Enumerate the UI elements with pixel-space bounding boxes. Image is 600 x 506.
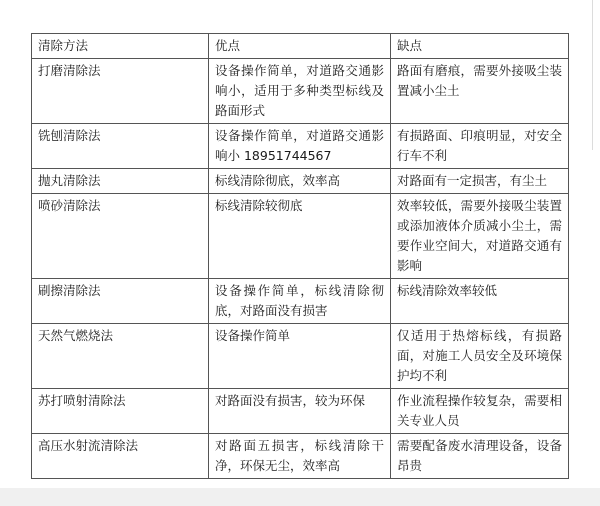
table-row xyxy=(32,324,569,389)
table-row xyxy=(32,279,569,324)
pros-cell: 标线清除彻底，效率高 xyxy=(209,169,391,194)
header-method: 清除方法 xyxy=(32,34,209,59)
method-cell: 刷擦清除法 xyxy=(32,279,209,324)
cons-cell: 路面有磨痕，需要外接吸尘装置减小尘土 xyxy=(391,59,569,124)
pros-cell: 设备操作简单，对道路交通影响小 18951744567 xyxy=(209,124,391,169)
pros-cell: 设备操作简单，对道路交通影响小，适用于多种类型标线及路面形式 xyxy=(209,59,391,124)
cons-cell: 有损路面、印痕明显，对安全行车不利 xyxy=(391,124,569,169)
cons-cell: 对路面有一定损害，有尘土 xyxy=(391,169,569,194)
viewer-bottom-band xyxy=(0,488,600,506)
pros-cell: 对路面没有损害，较为环保 xyxy=(209,389,391,434)
method-cell: 天然气燃烧法 xyxy=(32,324,209,389)
method-cell: 喷砂清除法 xyxy=(32,194,209,279)
marking-removal-methods-table xyxy=(31,33,569,479)
table-row xyxy=(32,194,569,279)
pros-cell: 标线清除较彻底 xyxy=(209,194,391,279)
cons-cell: 仅适用于热熔标线，有损路面，对施工人员安全及环境保护均不利 xyxy=(391,324,569,389)
cons-cell: 标线清除效率较低 xyxy=(391,279,569,324)
cons-cell: 效率较低，需要外接吸尘装置或添加液体介质减小尘土，需要作业空间大，对道路交通有影响 xyxy=(391,194,569,279)
table-row xyxy=(32,389,569,434)
method-cell: 铣刨清除法 xyxy=(32,124,209,169)
table-row xyxy=(32,169,569,194)
cons-cell: 作业流程操作较复杂，需要相关专业人员 xyxy=(391,389,569,434)
table-row xyxy=(32,124,569,169)
cons-cell: 需要配备废水清理设备，设备昂贵 xyxy=(391,434,569,479)
pros-cell: 对路面五损害，标线清除干净，环保无尘，效率高 xyxy=(209,434,391,479)
header-cons: 缺点 xyxy=(391,34,569,59)
table-header-row xyxy=(32,34,569,59)
method-cell: 苏打喷射清除法 xyxy=(32,389,209,434)
pros-cell: 设备操作简单 xyxy=(209,324,391,389)
method-cell: 抛丸清除法 xyxy=(32,169,209,194)
header-pros: 优点 xyxy=(209,34,391,59)
table-row xyxy=(32,59,569,124)
pros-cell: 设备操作简单，标线清除彻底，对路面没有损害 xyxy=(209,279,391,324)
page-margin-line xyxy=(592,0,593,150)
method-cell: 打磨清除法 xyxy=(32,59,209,124)
method-cell: 高压水射流清除法 xyxy=(32,434,209,479)
table-row xyxy=(32,434,569,479)
